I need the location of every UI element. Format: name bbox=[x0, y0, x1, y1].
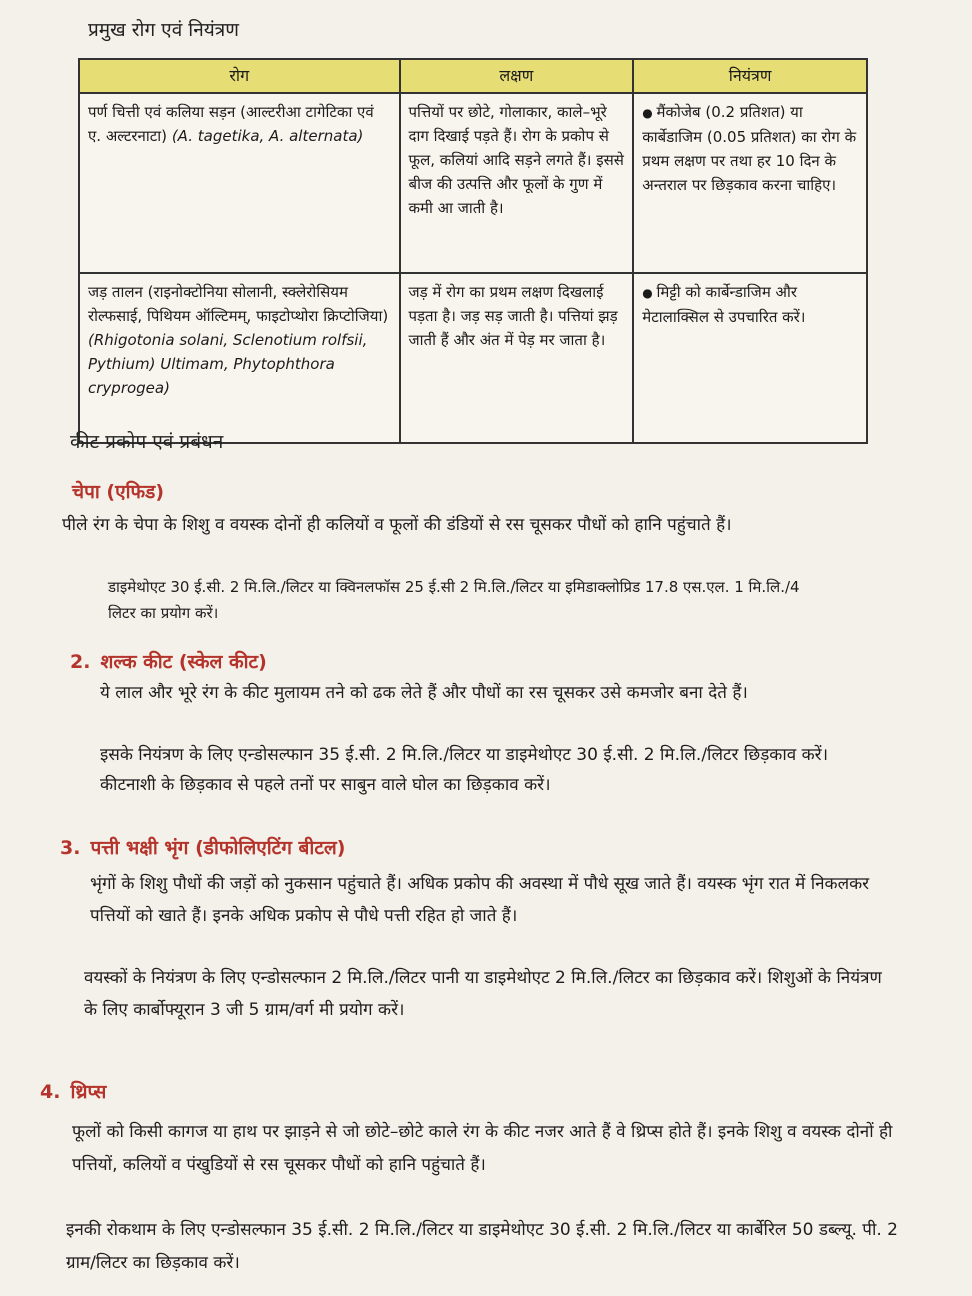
header-control: नियंत्रण bbox=[633, 59, 867, 93]
disease-cell bbox=[79, 93, 400, 273]
disease-table bbox=[78, 58, 868, 444]
table-row bbox=[79, 273, 867, 443]
paragraph: पीले रंग के चेपा के शिशु व वयस्क दोनों ही कलियों व फूलों की डंडियों से रस चूसकर पौधों को हानि पहुंचाते हैं। bbox=[62, 515, 732, 535]
control-cell bbox=[633, 93, 867, 273]
section-number: 3. bbox=[60, 837, 81, 859]
header-symptom: लक्षण bbox=[400, 59, 634, 93]
paragraph: इसके नियंत्रण के लिए एन्डोसल्फान 35 ई.सी. 2 मि.लि./लिटर या डाइमेथोएट 30 ई.सी. 2 मि.लि./लिटर छिड़काव करें। कीटनाशी के छिड़काव से पहले तनों पर साबुन वाले घोल का छिड़काव करें। bbox=[100, 745, 829, 795]
disease-name-hindi: पर्ण चित्ती एवं कलिया सड़न (आल्टरीआ टागेटिका एवं ए. अल्टरनाटा) bbox=[88, 103, 374, 145]
section-title: चेपा (एफिड) bbox=[72, 481, 165, 503]
paragraph: वयस्कों के नियंत्रण के लिए एन्डोसल्फान 2 मि.लि./लिटर पानी या डाइमेथोएट 2 मि.लि./लिटर का छिड़काव करें। शिशुओं के नियंत्रण के लिए कार्बोफ्यूरान 3 जी 5 ग्राम/वर्ग मी प्रयोग करें। bbox=[84, 968, 882, 1020]
section-heading-aphid bbox=[62, 478, 164, 504]
control-text: ● मैंकोजेब (0.2 प्रतिशत) या कार्बेडाजिम (0.05 प्रतिशत) का रोग के प्रथम लक्षण पर तथा हर 10 दिन के अन्तराल पर छिड़काव करना चाहिए। bbox=[642, 103, 856, 194]
pest-heading: कीट प्रकोप एवं प्रबंधन bbox=[70, 431, 224, 453]
disease-name-hindi: जड़ तालन (राइनोक्टोनिया सोलानी, स्क्लेरोसियम रोल्फसाई, पिथियम ऑल्टिमम्, फाइटोप्थोरा क्रिप्टोजिया) bbox=[88, 283, 389, 325]
symptom-cell: पत्तियों पर छोटे, गोलाकार, काले–भूरे दाग दिखाई पड़ते हैं। रोग के प्रकोप से फूल, कलियां आदि सड़ने लगते हैं। इससे बीज की उत्पत्ति और फूलों के गुण में कमी आ जाती है। bbox=[400, 93, 634, 273]
paragraph: भृंगों के शिशु पौधों की जड़ों को नुकसान पहुंचाते हैं। अधिक प्रकोप की अवस्था में पौधे सूख जाते हैं। वयस्क भृंग रात में निकलकर पत्तियों को खाते हैं। इनके अधिक प्रकोप से पौधे पत्ती रहित हो जाते हैं। bbox=[90, 874, 870, 926]
paragraph: इनकी रोकथाम के लिए एन्डोसल्फान 35 ई.सी. 2 मि.लि./लिटर या डाइमेथोएट 30 ई.सी. 2 मि.लि./लिटर या कार्बेरिल 50 डब्ल्यू. पी. 2 ग्राम/लिटर का छिड़काव करें। bbox=[66, 1220, 898, 1273]
control-cell bbox=[633, 273, 867, 443]
section-heading-thrips bbox=[40, 1078, 106, 1104]
paragraph: डाइमेथोएट 30 ई.सी. 2 मि.लि./लिटर या क्विनलफॉस 25 ई.सी 2 मि.लि./लिटर या इमिडाक्लोप्रिड 17.8 एस.एल. 1 मि.लि./4 लिटर का प्रयोग करें। bbox=[108, 578, 800, 622]
disease-name-latin: (A. tagetika, A. alternata) bbox=[171, 127, 364, 145]
paragraph: फूलों को किसी कागज या हाथ पर झाड़ने से जो छोटे–छोटे काले रंग के कीट नजर आते हैं वे थ्रिप्स होते हैं। इनके शिशु व वयस्क दोनों ही पत्तियों, कलियों व पंखुडियों से रस चूसकर पौधों को हानि पहुंचाते हैं। bbox=[72, 1122, 893, 1175]
table-header-row bbox=[79, 59, 867, 93]
section-title: थ्रिप्स bbox=[70, 1081, 107, 1103]
section-heading-scale bbox=[70, 648, 267, 674]
section-heading-beetle bbox=[60, 834, 345, 860]
table-row bbox=[79, 93, 867, 273]
diseases-heading: प्रमुख रोग एवं नियंत्रण bbox=[88, 19, 240, 41]
header-disease: रोग bbox=[79, 59, 400, 93]
symptom-cell: जड़ में रोग का प्रथम लक्षण दिखलाई पड़ता है। जड़ सड़ जाती है। पत्तियां झड़ जाती हैं और अंत में पेड़ मर जाता है। bbox=[400, 273, 634, 443]
section-title: शल्क कीट (स्केल कीट) bbox=[100, 651, 267, 673]
control-text: ● मिट्टी को कार्बेन्डाजिम और मेटालाक्सिल से उपचारित करें। bbox=[642, 283, 805, 326]
section-number: 4. bbox=[40, 1081, 61, 1103]
section-title: पत्ती भक्षी भृंग (डीफोलिएटिंग बीटल) bbox=[90, 837, 346, 859]
paragraph: ये लाल और भूरे रंग के कीट मुलायम तने को ढक लेते हैं और पौधों का रस चूसकर उसे कमजोर बना देते हैं। bbox=[100, 683, 748, 703]
disease-cell bbox=[79, 273, 400, 443]
section-number: 2. bbox=[70, 651, 91, 673]
disease-name-latin: (Rhigotonia solani, Sclenotium rolfsii, Pythium) Ultimam, Phytophthora cryprogea) bbox=[88, 331, 368, 397]
